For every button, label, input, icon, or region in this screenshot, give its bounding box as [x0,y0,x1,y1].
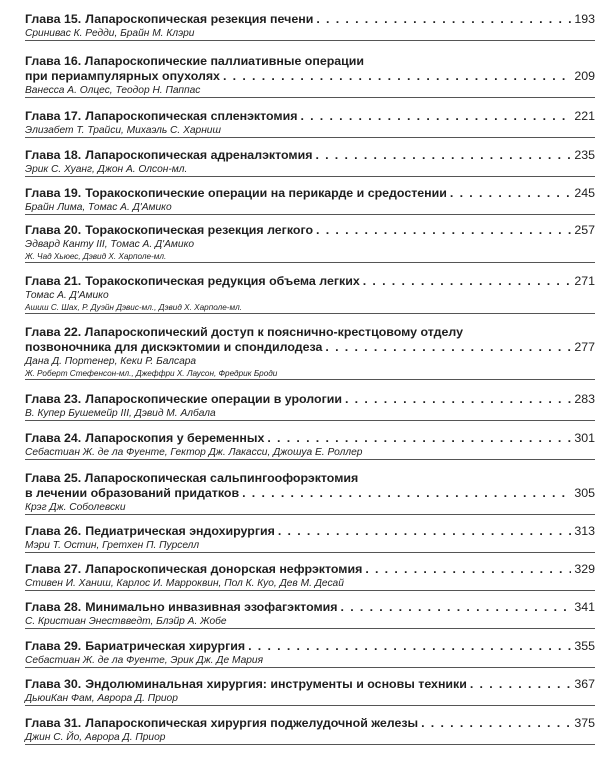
chapter-title: Минимально инвазивная эзофагэктомия [85,600,338,614]
chapter-authors: Элизабет Т. Трайси, Михаэль С. Харниш [25,125,221,136]
toc-entry-ch17 [25,109,595,138]
toc-entry-ch15 [25,12,595,41]
chapter-title: Лапароскопическая резекция печени [85,12,314,26]
chapter-authors: С. Кристиан Энествведт, Блэйр А. Жобе [25,616,227,627]
chapter-authors: Дана Д. Портенер, Кеки Р. Балсара [25,356,197,367]
chapter-coauthors: Ашиш С. Шах, Р. Дуэйн Дэвис-мл., Дэвид Х. Харполе-мл. [25,303,242,312]
toc-entry-ch24 [25,431,595,460]
chapter-authors: Ванесса А. Олцес, Теодор Н. Паппас [25,85,201,96]
leader-dots [345,392,571,407]
chapter-number: Глава 30. [25,677,82,691]
chapter-authors: В. Купер Бушемейр III, Дэвид М. Албала [25,408,216,419]
chapter-title: Лапароскопическая хирургия поджелудочной железы [85,716,419,730]
leader-dots [470,677,571,692]
chapter-authors: Сринивас К. Редди, Брайн М. Клэри [25,28,195,39]
leader-dots [363,274,572,289]
chapter-number: Глава 31. [25,716,82,730]
page-number: 245 [574,186,595,200]
chapter-authors: Себастиан Ж. де ла Фуенте, Эрик Дж. Де Мария [25,655,264,666]
leader-dots [248,639,571,654]
toc-entry-ch20 [25,223,595,263]
chapter-title-line[interactable] [25,325,595,340]
chapter-title-line[interactable] [25,12,595,27]
chapter-number: Глава 26. [25,524,82,538]
page-number: 235 [574,148,595,162]
leader-dots [223,69,571,84]
chapter-title: Лапароскопические операции в урологии [85,392,342,406]
toc-entry-ch26 [25,524,595,553]
chapter-number: Глава 20. [25,223,82,237]
chapter-title: Лапароскопическая донорская нефрэктомия [85,562,363,576]
chapter-number: Глава 18. [25,148,82,162]
page-number: 221 [574,109,595,123]
chapter-title-line[interactable] [25,274,595,289]
chapter-authors: ДьюиКан Фам, Аврора Д. Приор [25,693,178,704]
toc-entry-ch18 [25,148,595,177]
leader-dots [278,524,571,539]
leader-dots [300,109,571,124]
chapter-title-line[interactable] [25,524,595,539]
page-number: 301 [574,431,595,445]
chapter-authors: Крэг Дж. Соболевски [25,502,126,513]
toc-entry-ch21 [25,274,595,314]
chapter-number: Глава 22. [25,325,82,339]
leader-dots [325,340,571,355]
page-number: 329 [574,562,595,576]
chapter-title: Бариатрическая хирургия [85,639,246,653]
chapter-title: Лапароскопические паллиативные операции [84,54,365,68]
chapter-title-line[interactable] [25,600,595,615]
chapter-title: Лапароскопическая адреналэктомия [85,148,313,162]
chapter-authors: Джин С. Йо, Аврора Д. Приор [25,732,166,743]
page-number: 375 [574,716,595,730]
page-number: 305 [574,486,595,500]
chapter-number: Глава 29. [25,639,82,653]
chapter-title: Лапароскопическая спленэктомия [85,109,298,123]
page-number: 271 [574,274,595,288]
chapter-authors: Мэри Т. Остин, Гретхен П. Пурселл [25,540,200,551]
chapter-title-line[interactable] [25,431,595,446]
page-number: 355 [574,639,595,653]
chapter-title-line[interactable] [25,109,595,124]
chapter-title-line-2[interactable] [25,340,595,355]
page-number: 367 [574,677,595,691]
chapter-authors: Себастиан Ж. де ла Фуенте, Гектор Дж. Лакасси, Джошуа Е. Роллер [25,447,363,458]
leader-dots [242,486,571,501]
chapter-title: Педиатрическая эндохирургия [85,524,275,538]
leader-dots [316,12,571,27]
chapter-title-continued: позвоночника для дискэктомии и спондилодеза [25,340,323,354]
leader-dots [421,716,571,731]
toc-entry-ch30 [25,677,595,706]
chapter-number: Глава 27. [25,562,82,576]
chapter-title: Эндолюминальная хирургия: инструменты и основы техники [85,677,467,691]
chapter-title: Торакоскопическая редукция объема легких [85,274,360,288]
chapter-number: Глава 28. [25,600,82,614]
chapter-authors: Брайн Лима, Томас А. Д'Амико [25,202,172,213]
chapter-authors: Томас А. Д'Амико [25,290,109,301]
toc-entry-ch25 [25,471,595,515]
chapter-title: Торакоскопическая резекция легкого [85,223,314,237]
chapter-coauthors: Ж. Чад Хьюес, Дэвид Х. Харполе-мл. [25,252,167,261]
leader-dots [341,600,572,615]
chapter-title-line[interactable] [25,392,595,407]
leader-dots [365,562,571,577]
chapter-authors: Эдвард Канту III, Томас А. Д'Амико [25,239,195,250]
page-number: 209 [574,69,595,83]
chapter-title: Лапароскопическая сальпингоофорэктомия [84,471,359,485]
leader-dots [450,186,571,201]
chapter-title: Торакоскопические операции на перикарде и средостении [85,186,447,200]
toc-entry-ch19 [25,186,595,215]
chapter-title-line[interactable] [25,223,595,238]
chapter-title-line-2[interactable] [25,486,595,501]
leader-dots [267,431,571,446]
chapter-number: Глава 23. [25,392,82,406]
chapter-title-line[interactable] [25,54,595,69]
page-number: 257 [574,223,595,237]
page-number: 277 [574,340,595,354]
page-number: 193 [574,12,595,26]
toc-entry-ch29 [25,639,595,668]
toc-entry-ch27 [25,562,595,591]
page-number: 283 [574,392,595,406]
toc-entry-ch22 [25,325,595,380]
chapter-number: Глава 25. [25,471,82,485]
toc-entry-ch28 [25,600,595,629]
chapter-title-line[interactable] [25,716,595,731]
chapter-title-line[interactable] [25,471,595,486]
leader-dots [315,148,571,163]
chapter-number: Глава 17. [25,109,82,123]
chapter-title-line[interactable] [25,148,595,163]
chapter-title: Лапароскопический доступ к пояснично-крестцовому отделу [84,325,464,339]
toc-entry-ch31 [25,716,595,745]
page-number: 341 [574,600,595,614]
chapter-authors: Стивен И. Ханиш, Карлос И. Марроквин, Пол К. Куо, Дев М. Десай [25,578,344,589]
chapter-number: Глава 21. [25,274,82,288]
toc-entry-ch16 [25,54,595,98]
chapter-title-line-2[interactable] [25,69,595,84]
chapter-title-continued: в лечении образований придатков [25,486,240,500]
chapter-number: Глава 24. [25,431,82,445]
chapter-authors: Эрик С. Хуанг, Джон А. Олсон-мл. [25,164,188,175]
chapter-number: Глава 15. [25,12,82,26]
chapter-title-line[interactable] [25,639,595,654]
chapter-number: Глава 16. [25,54,82,68]
chapter-coauthors: Ж. Роберт Стефенсон-мл., Джеффри Х. Лаусон, Фредрик Броди [25,369,278,378]
chapter-title-line[interactable] [25,186,595,201]
chapter-title-line[interactable] [25,677,595,692]
toc-entry-ch23 [25,392,595,421]
page-number: 313 [574,524,595,538]
chapter-number: Глава 19. [25,186,82,200]
chapter-title: Лапароскопия у беременных [85,431,265,445]
chapter-title-continued: при периампулярных опухолях [25,69,220,83]
chapter-title-line[interactable] [25,562,595,577]
leader-dots [316,223,571,238]
